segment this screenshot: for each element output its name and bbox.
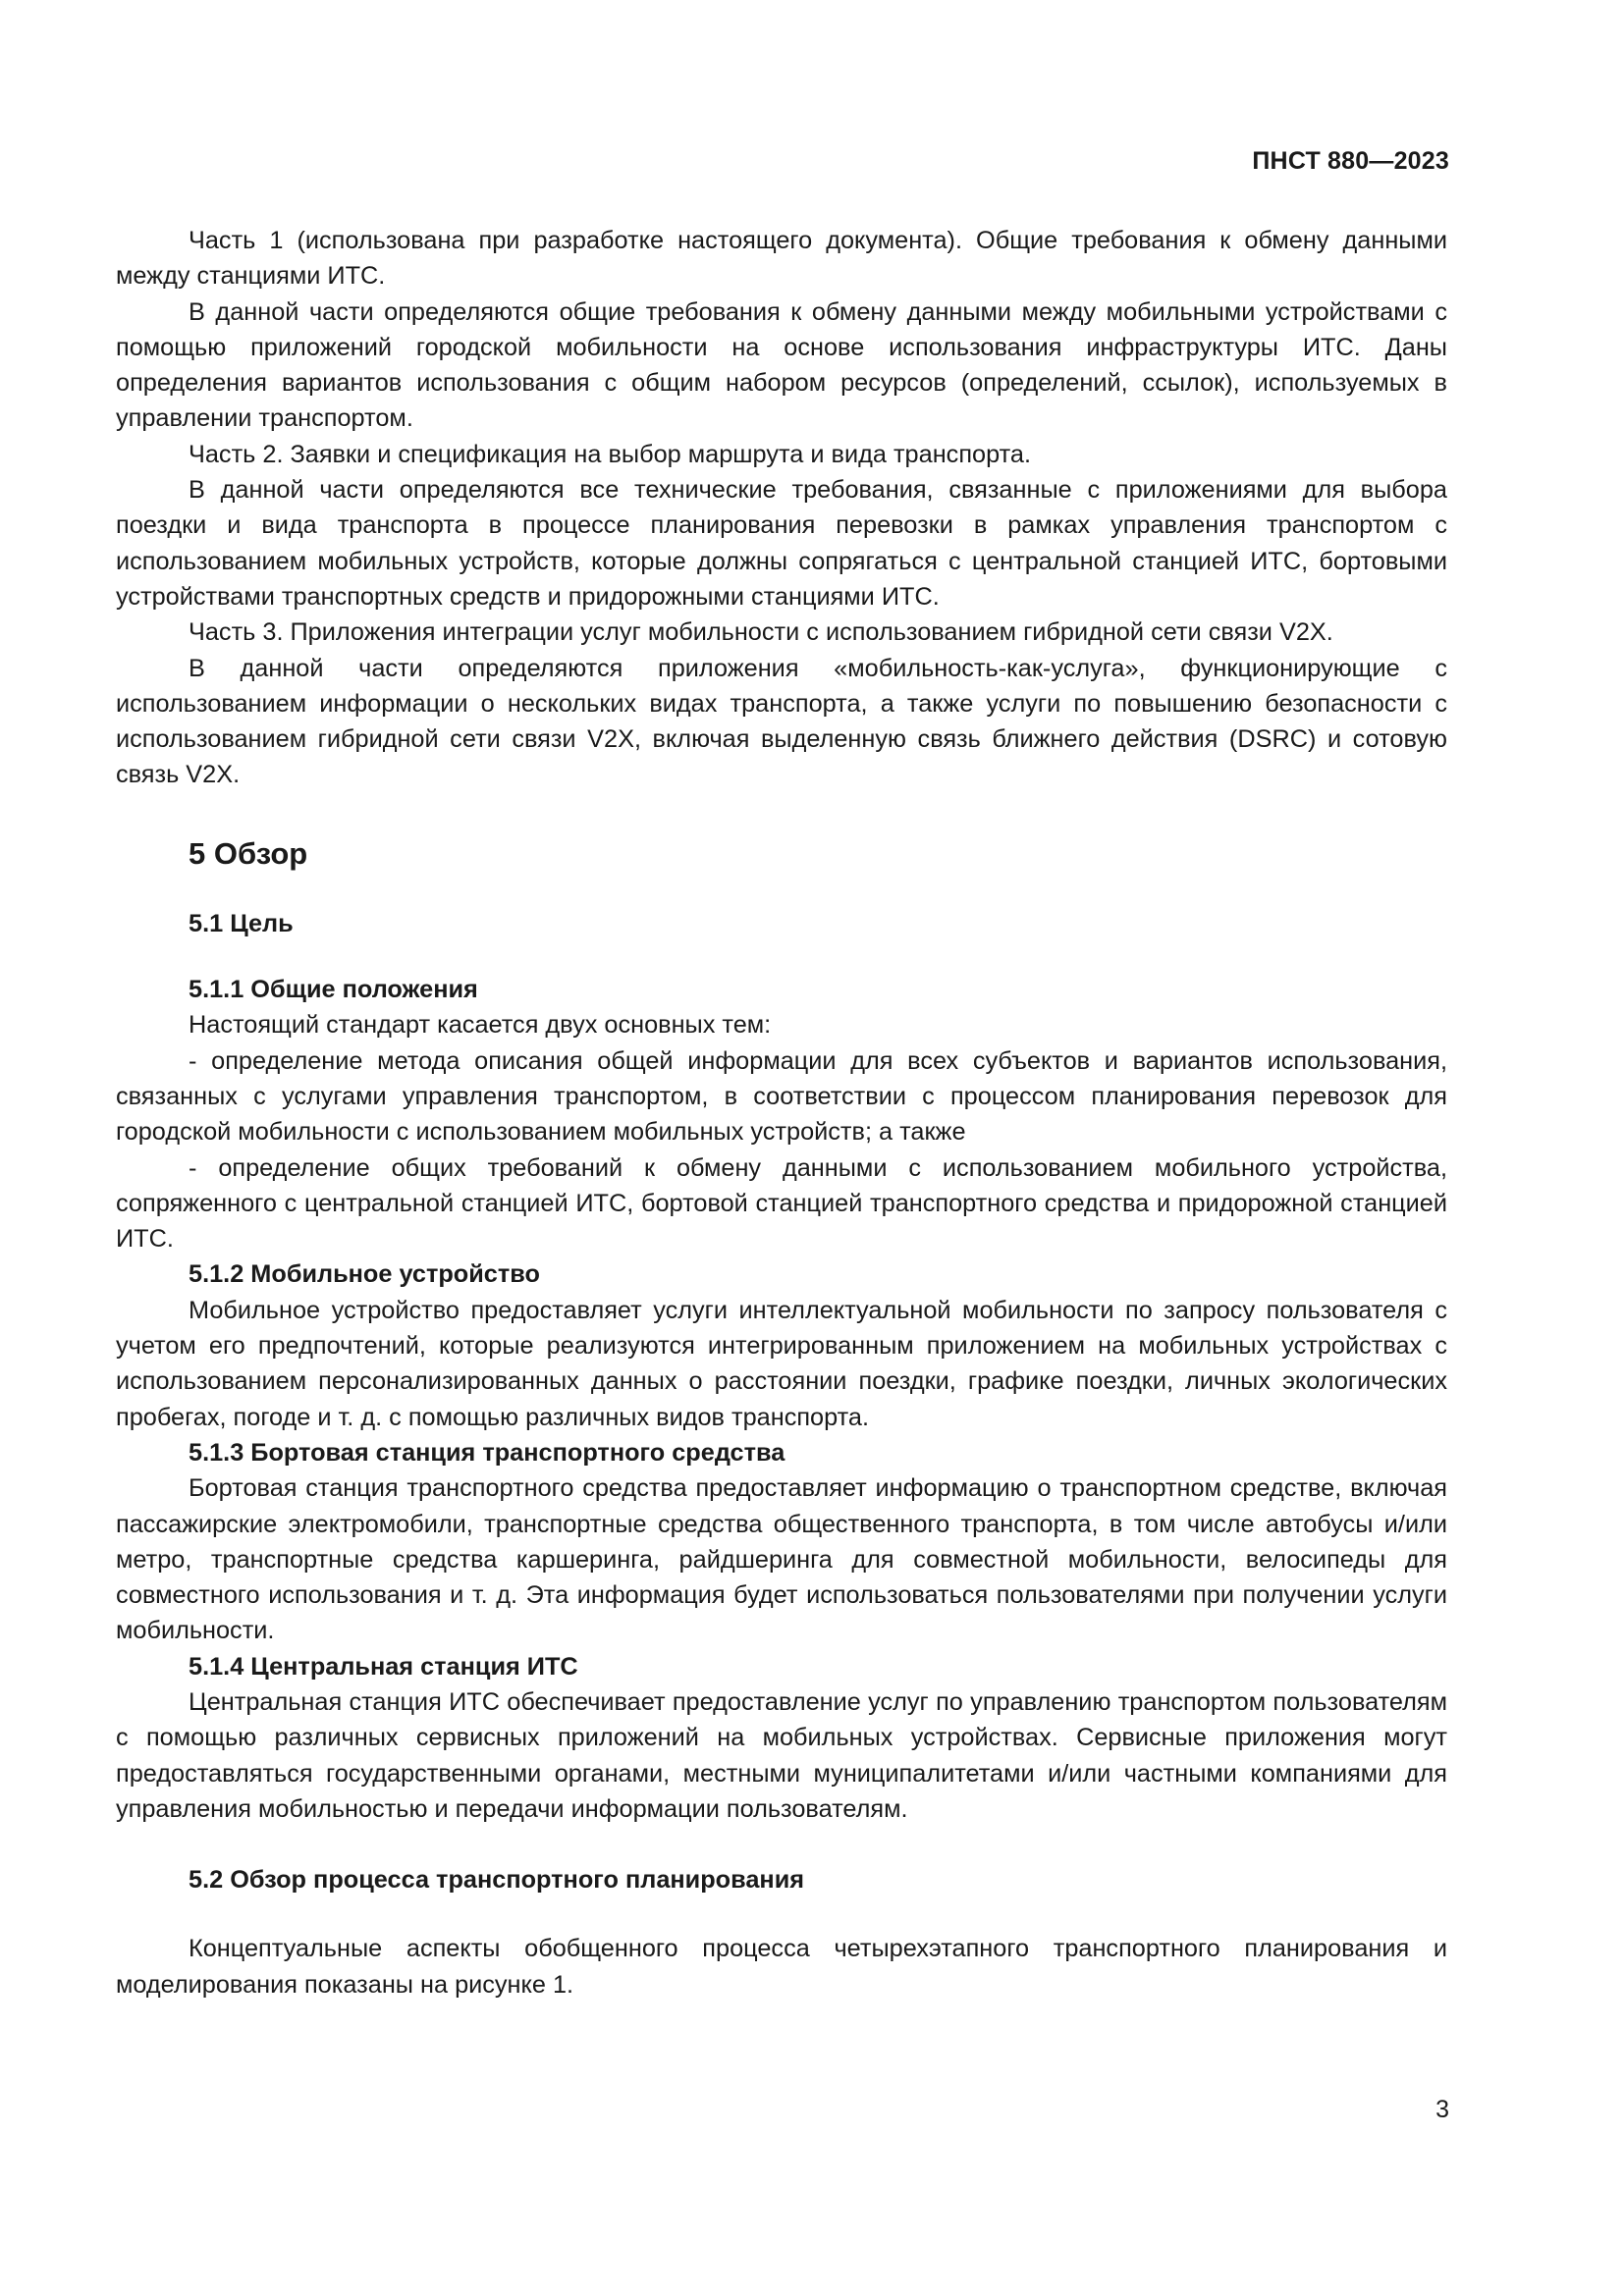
section-5-1-4-text: Центральная станция ИТС обеспечивает предоставление услуг по управлению транспортом пользователям с помощью различных сервисных приложений на мобильных устройствах. Сервисные приложения могут предоставляться государственными органами, местными муниципалитетами и/или частными компаниями для управления мобильностью и передачи информации пользователям. bbox=[116, 1687, 1447, 1823]
section-5-1-1-heading: 5.1.1 Общие положения bbox=[189, 976, 478, 1004]
section-5-1-4-heading: 5.1.4 Центральная станция ИТС bbox=[189, 1652, 578, 1681]
section-5-1-1-item-1: - определение метода описания общей информации для всех субъектов и вариантов использования, связанных с услугами управления транспортом, в соответствии с процессом планирования перевозок для городской мобильности с использованием мобильных устройств; а также bbox=[116, 1046, 1447, 1147]
section-5-1-heading: 5.1 Цель bbox=[189, 909, 294, 937]
section-5-1-2-text: Мобильное устройство предоставляет услуги интеллектуальной мобильности по запросу пользователя с учетом его предпочтений, которые реализуются интегрированным приложением на мобильных устройствах с использованием персонализированных данных о расстоянии поездки, графике поездки, личных экологических пробегах, погоде и т. д. с помощью различных видов транспорта. bbox=[116, 1296, 1447, 1431]
section-5-2-text: Концептуальные аспекты обобщенного процесса четырехэтапного транспортного планирования и моделирования показаны на рисунке 1. bbox=[116, 1935, 1447, 1999]
paragraph-part3: Часть 3. Приложения интеграции услуг мобильности с использованием гибридной сети связи V2X. bbox=[189, 618, 1333, 647]
section-5-1-3-text: Бортовая станция транспортного средства предоставляет информацию о транспортном средстве, включая пассажирские электромобили, транспортные средства общественного транспорта, в том числе автобусы и/или метро, транспортные средства каршеринга, райдшеринга для совместной мобильности, велосипеды для совместного использования и т. д. Эта информация будет использоваться пользователями при получении услуги мобильности. bbox=[116, 1474, 1447, 1645]
section-5-1-2-heading: 5.1.2 Мобильное устройство bbox=[189, 1260, 540, 1289]
section-5-1-3-heading: 5.1.3 Бортовая станция транспортного средства bbox=[189, 1438, 785, 1467]
paragraph-part1-description: В данной части определяются общие требования к обмену данными между мобильными устройствами с помощью приложений городской мобильности на основе использования инфраструктуры ИТС. Даны определения вариантов использования с общим набором ресурсов (определений, ссылок), используемых в управлении транспортом. bbox=[116, 297, 1447, 433]
paragraph-part3-description: В данной части определяются приложения «мобильность-как-услуга», функционирующие с использованием информации о нескольких видах транспорта, а также услуги по повышению безопасности с использованием гибридной сети связи V2X, включая выделенную связь ближнего действия (DSRC) и сотовую связь V2X. bbox=[116, 654, 1447, 789]
page-content bbox=[116, 223, 1447, 2002]
page-number: 3 bbox=[1435, 2096, 1449, 2123]
section-5-heading: 5 Обзор bbox=[189, 835, 308, 871]
document-code: ПНСТ 880—2023 bbox=[1252, 147, 1449, 175]
paragraph-part2: Часть 2. Заявки и спецификация на выбор маршрута и вида транспорта. bbox=[189, 440, 1031, 468]
section-5-1-1-item-2: - определение общих требований к обмену данными с использованием мобильного устройства, сопряженного с центральной станцией ИТС, бортовой станцией транспортного средства и придорожной станцией ИТС. bbox=[116, 1153, 1447, 1254]
paragraph-part2-description: В данной части определяются все технические требования, связанные с приложениями для выбора поездки и вида транспорта в процессе планирования перевозки в рамках управления транспортом с использованием мобильных устройств, которые должны сопрягаться с центральной станцией ИТС, бортовыми устройствами транспортных средств и придорожными станциями ИТС. bbox=[116, 476, 1447, 611]
paragraph-part1: Часть 1 (использована при разработке настоящего документа). Общие требования к обмену данными между станциями ИТС. bbox=[116, 227, 1447, 291]
section-5-2-heading: 5.2 Обзор процесса транспортного планирования bbox=[189, 1866, 804, 1895]
section-5-1-1-intro: Настоящий стандарт касается двух основных тем: bbox=[189, 1011, 772, 1040]
